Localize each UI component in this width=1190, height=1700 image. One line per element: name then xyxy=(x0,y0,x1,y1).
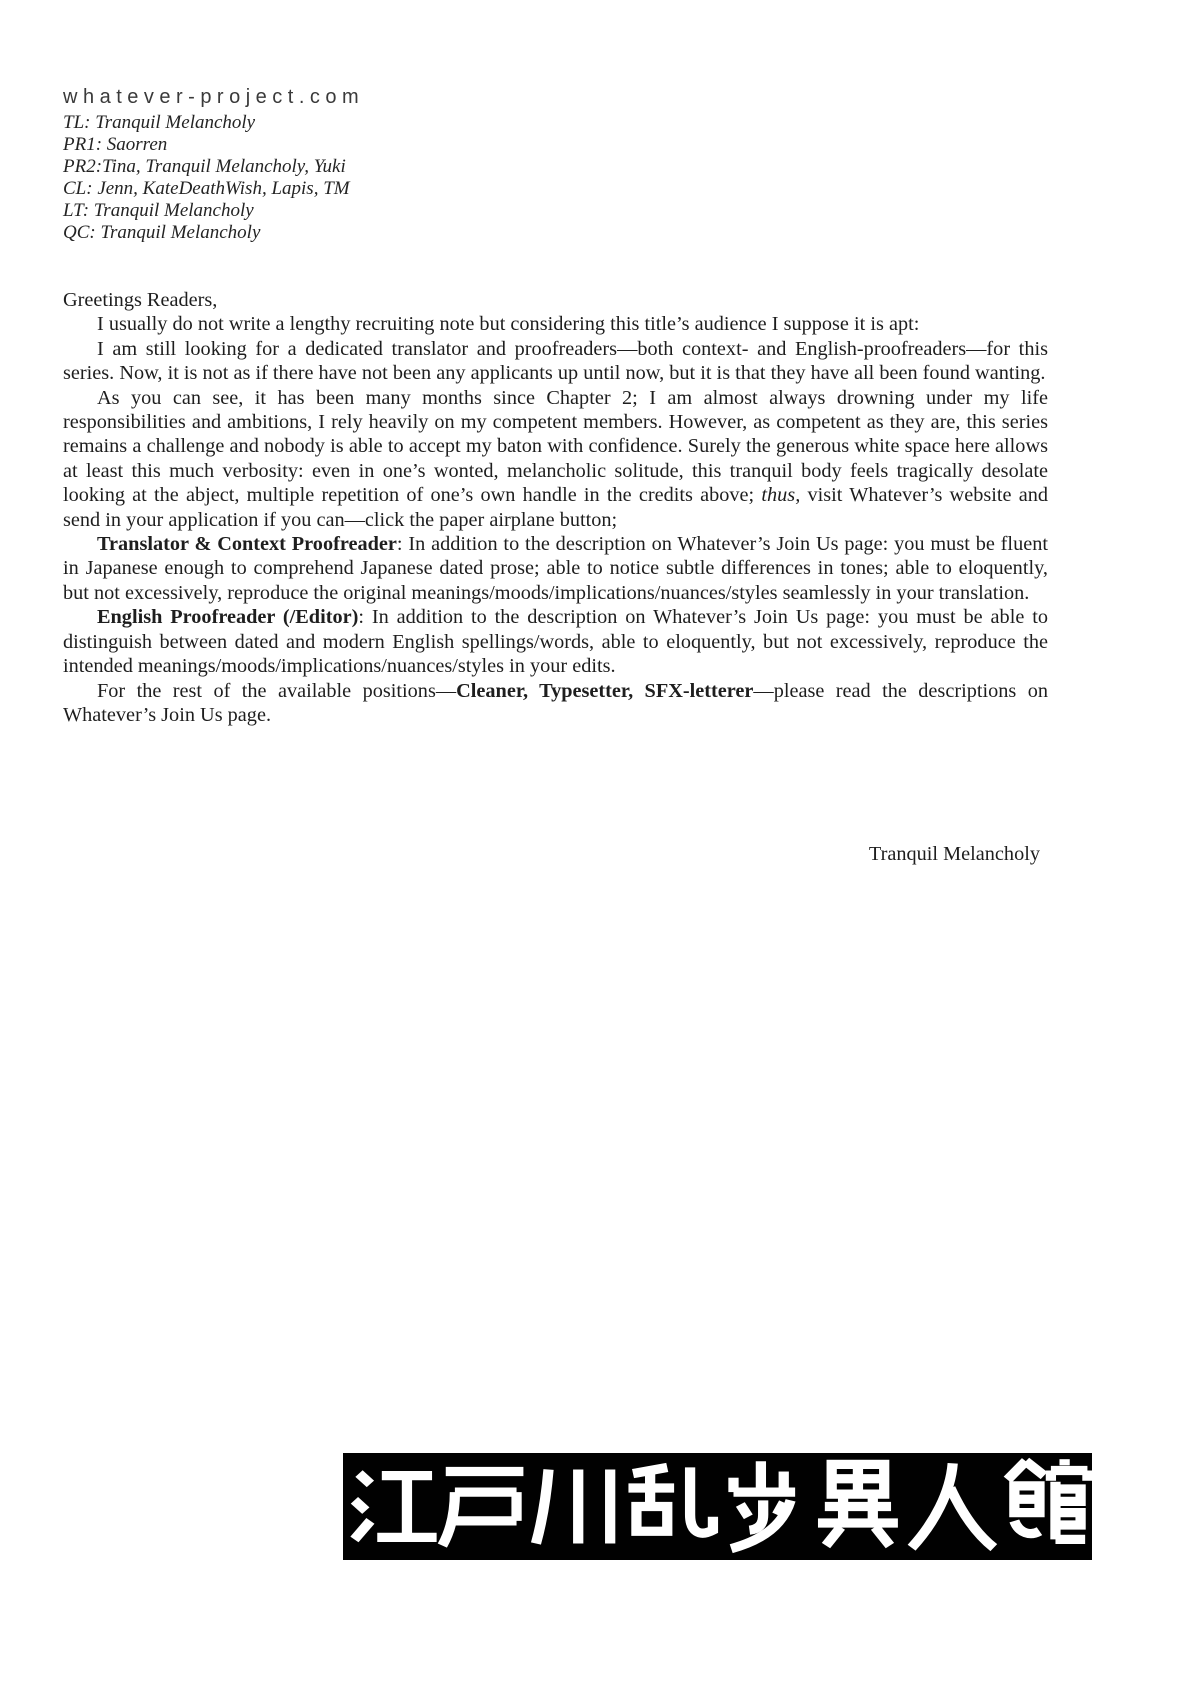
letter-paragraph xyxy=(63,532,1048,605)
credit-line: LT: Tranquil Melancholy xyxy=(63,200,254,221)
kanji-do xyxy=(442,1472,523,1546)
text-segment: : In addition to the description on Whatever’s Join Us page: you must be able to distinguish between dated and modern English spellings/words, able to eloquently, but not excessively, reproduce the intended meanings/moods/implications/nuances/styles in your edits. xyxy=(63,606,1048,678)
kanji-ho xyxy=(731,1461,795,1548)
credit-line: QC: Tranquil Melancholy xyxy=(63,222,261,243)
text-segment: Cleaner, Typesetter, SFX-letterer xyxy=(456,679,754,702)
kanji-i xyxy=(818,1464,898,1545)
credit-line: CL: Jenn, KateDeathWish, Lapis, TM xyxy=(63,178,350,199)
kanji-hito xyxy=(912,1463,994,1547)
text-segment: English Proofreader (/Editor) xyxy=(97,606,359,629)
credits-list xyxy=(63,112,350,244)
site-url: whatever-project.com xyxy=(63,86,365,108)
letter-paragraph xyxy=(63,605,1048,678)
letter-salutation: Greetings Readers, xyxy=(63,289,218,311)
letter-paragraph xyxy=(63,337,1048,386)
logo-kanji-art xyxy=(343,1453,1092,1560)
kanji-kan xyxy=(1008,1459,1088,1539)
credit-line: TL: Tranquil Melancholy xyxy=(63,112,256,133)
kanji-kawa xyxy=(536,1469,610,1543)
text-segment: : In addition to the description on Whatever’s Join Us page: you must be fluent in Japanese enough to comprehend Japanese dated prose; able to notice subtle differences in tones; able to eloquently, but not excessively, reproduce the original meanings/moods/implications/nuances/styles seamlessly in your translation. xyxy=(63,533,1048,604)
text-segment: —please read the descriptions on Whatever’s Join Us page. xyxy=(63,679,1048,726)
series-title-logo xyxy=(343,1453,1092,1560)
credit-line: PR2:Tina, Tranquil Melancholy, Yuki xyxy=(63,156,346,177)
credit-line: PR1: Saorren xyxy=(63,134,168,155)
kanji-e xyxy=(354,1474,436,1540)
letter-paragraph xyxy=(63,679,1048,728)
recruiting-letter xyxy=(63,288,1048,727)
text-segment: I am still looking for a dedicated translator and proofreaders—both context- and English-proofreaders—for this series. Now, it is not as if there have not been any applicants up until now, but it is that they have all been found wanting. xyxy=(63,337,1048,385)
letter-paragraph xyxy=(63,312,1048,336)
text-segment: visit Whatever’s website and send in your application if you can—click the paper airplane button; xyxy=(63,484,1048,531)
text-segment: Translator & Context Proofreader xyxy=(97,533,397,556)
text-segment: I usually do not write a lengthy recruiting note but considering this title’s audience I suppose it is apt: xyxy=(97,313,920,336)
text-segment: As you can see, it has been many months since Chapter 2; I am almost always drowning under my life responsibilities and ambitions, I rely heavily on my competent members. However, as competent as they are, this series remains a challenge and nobody is able to accept my baton with confidence. Surely the generous white space here allows at least this much verbosity: even in one’s wonted, melancholic solitude, this tranquil body feels tragically desolate looking at the abject, multiple repetition of one’s own handle in the credits above; xyxy=(63,386,1048,507)
text-segment: For the rest of the available positions— xyxy=(97,679,457,702)
letter-paragraph xyxy=(63,386,1048,532)
letter-signature: Tranquil Melancholy xyxy=(868,843,1040,865)
kanji-ran xyxy=(628,1467,712,1533)
text-segment: thus, xyxy=(761,484,801,507)
